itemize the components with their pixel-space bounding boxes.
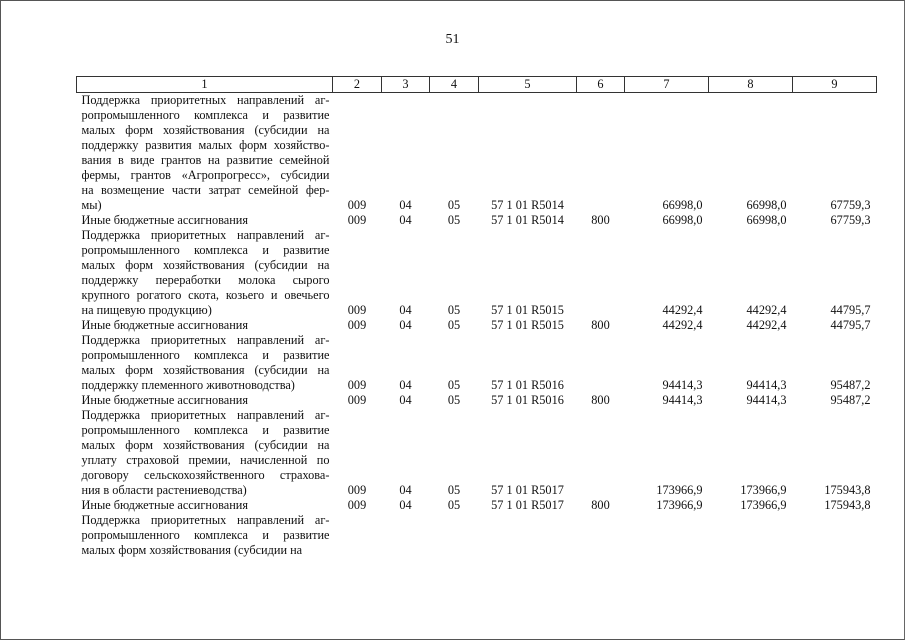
table-row: [77, 93, 877, 214]
column-header: 1: [77, 77, 333, 93]
target-article-cell: 57 1 01 R5016: [491, 378, 564, 392]
column-header: 5: [479, 77, 577, 93]
column-header: 3: [382, 77, 430, 93]
row-description: [77, 408, 333, 498]
target-article-cell: 57 1 01 R5015: [491, 303, 564, 317]
section-cell: 04: [399, 303, 412, 317]
description-line: малых форм хозяйствования (субсидии на: [81, 123, 330, 137]
admin-code-cell: [333, 513, 382, 558]
amount-cell: 175943,8: [824, 498, 871, 512]
description-line: ропромышленного комплекса и развитие: [81, 528, 330, 542]
target-article-cell: 57 1 01 R5017: [491, 483, 564, 497]
column-header: 9: [793, 77, 877, 93]
expense-type-cell: [577, 333, 625, 393]
amount-cell: 94414,3: [662, 378, 703, 392]
expense-type-cell: 800: [591, 393, 610, 407]
column-header: 2: [333, 77, 382, 93]
section-cell: 04: [399, 318, 412, 332]
table-row: [77, 228, 877, 318]
section-cell: 04: [399, 498, 412, 512]
description-line: ния в области растениеводства): [81, 483, 247, 497]
budget-table: [76, 76, 877, 558]
target-article-cell: 57 1 01 R5014: [491, 213, 564, 227]
expense-type-cell: [577, 513, 625, 558]
description-line: уплату страховой премии, начисленной по: [81, 453, 330, 467]
description-line: фермы, грантов «Агропрогресс», субсидии: [81, 168, 330, 182]
row-description: [77, 393, 333, 408]
amount-cell: [625, 513, 709, 558]
column-header: 6: [577, 77, 625, 93]
row-description: [77, 513, 333, 558]
target-article-cell: 57 1 01 R5014: [491, 198, 564, 212]
amount-cell: 66998,0: [662, 198, 703, 212]
description-line: договору сельскохозяйственного страхова-: [81, 468, 330, 482]
subsection-cell: [430, 513, 479, 558]
section-cell: 04: [399, 198, 412, 212]
description-line: малых форм хозяйствования (субсидии на: [81, 363, 330, 377]
description-line: крупного рогатого скота, козьего и овечьего: [81, 288, 330, 302]
column-header: 4: [430, 77, 479, 93]
amount-cell: 175943,8: [824, 483, 871, 497]
description-line: Поддержка приоритетных направлений аг-: [81, 228, 330, 242]
expense-type-cell: 800: [591, 318, 610, 332]
subsection-cell: 05: [447, 303, 461, 317]
subsection-cell: 05: [447, 498, 461, 512]
admin-code-cell: 009: [347, 198, 367, 212]
subsection-cell: 05: [447, 198, 461, 212]
row-description: [77, 213, 333, 228]
amount-cell: 94414,3: [662, 393, 703, 407]
table-row: [77, 393, 877, 408]
row-description: [77, 93, 333, 214]
page-number: 51: [445, 32, 460, 47]
admin-code-cell: 009: [347, 393, 367, 407]
table-row: [77, 213, 877, 228]
amount-cell: 173966,9: [740, 483, 787, 497]
subsection-cell: 05: [447, 378, 461, 392]
target-article-cell: [479, 513, 577, 558]
admin-code-cell: 009: [347, 303, 367, 317]
amount-cell: 44795,7: [830, 318, 871, 332]
expense-type-cell: [577, 228, 625, 318]
amount-cell: [793, 513, 877, 558]
admin-code-cell: 009: [347, 213, 367, 227]
section-cell: 04: [399, 393, 412, 407]
header-row: [77, 77, 877, 93]
expense-type-cell: 800: [591, 498, 610, 512]
row-description: [77, 228, 333, 318]
amount-cell: 95487,2: [830, 393, 871, 407]
amount-cell: 44795,7: [830, 303, 871, 317]
subsection-cell: 05: [447, 483, 461, 497]
description-line: поддержку развития малых форм хозяйство-: [81, 138, 330, 152]
description-line: Иные бюджетные ассигнования: [81, 213, 249, 227]
amount-cell: 66998,0: [746, 213, 787, 227]
amount-cell: 173966,9: [740, 498, 787, 512]
admin-code-cell: 009: [347, 483, 367, 497]
admin-code-cell: 009: [347, 498, 367, 512]
column-header: 7: [625, 77, 709, 93]
amount-cell: 44292,4: [662, 318, 703, 332]
expense-type-cell: 800: [591, 213, 610, 227]
amount-cell: 67759,3: [830, 213, 871, 227]
table-row: [77, 333, 877, 393]
description-line: на пищевую продукцию): [81, 303, 212, 317]
section-cell: 04: [399, 213, 412, 227]
row-description: [77, 333, 333, 393]
amount-cell: 95487,2: [830, 378, 871, 392]
section-cell: 04: [399, 378, 412, 392]
subsection-cell: 05: [447, 318, 461, 332]
target-article-cell: 57 1 01 R5016: [491, 393, 564, 407]
description-line: Поддержка приоритетных направлений аг-: [81, 513, 330, 527]
table-row: [77, 498, 877, 513]
description-line: ропромышленного комплекса и развитие: [81, 243, 330, 257]
subsection-cell: 05: [447, 213, 461, 227]
amount-cell: 44292,4: [662, 303, 703, 317]
description-line: малых форм хозяйствования (субсидии на: [81, 438, 330, 452]
subsection-cell: 05: [447, 393, 461, 407]
amount-cell: 44292,4: [746, 318, 787, 332]
description-line: вания в виде грантов на развитие семейной: [81, 153, 330, 167]
description-line: мы): [81, 198, 102, 212]
admin-code-cell: 009: [347, 318, 367, 332]
amount-cell: 66998,0: [746, 198, 787, 212]
amount-cell: 67759,3: [830, 198, 871, 212]
description-line: Поддержка приоритетных направлений аг-: [81, 408, 330, 422]
amount-cell: 94414,3: [746, 378, 787, 392]
description-line: Поддержка приоритетных направлений аг-: [81, 93, 330, 107]
section-cell: [382, 513, 430, 558]
target-article-cell: 57 1 01 R5015: [491, 318, 564, 332]
admin-code-cell: 009: [347, 378, 367, 392]
amount-cell: 173966,9: [656, 498, 703, 512]
amount-cell: 44292,4: [746, 303, 787, 317]
table-row: [77, 408, 877, 498]
description-line: малых форм хозяйствования (субсидии на: [81, 258, 330, 272]
expense-type-cell: [577, 93, 625, 214]
table-row: [77, 513, 877, 558]
row-description: [77, 498, 333, 513]
amount-cell: 173966,9: [656, 483, 703, 497]
table-body: [77, 93, 877, 559]
description-line: на возмещение части затрат семейной фер-: [81, 183, 330, 197]
description-line: поддержку переработки молока сырого: [81, 273, 330, 287]
section-cell: 04: [399, 483, 412, 497]
description-line: ропромышленного комплекса и развитие: [81, 108, 330, 122]
description-line: Иные бюджетные ассигнования: [81, 498, 249, 512]
description-line: Поддержка приоритетных направлений аг-: [81, 333, 330, 347]
description-line: Иные бюджетные ассигнования: [81, 318, 249, 332]
amount-cell: 94414,3: [746, 393, 787, 407]
description-line: малых форм хозяйствования (субсидии на: [81, 543, 303, 557]
row-description: [77, 318, 333, 333]
expense-type-cell: [577, 408, 625, 498]
description-line: ропромышленного комплекса и развитие: [81, 423, 330, 437]
description-line: поддержку племенного животноводства): [81, 378, 295, 392]
target-article-cell: 57 1 01 R5017: [491, 498, 564, 512]
column-header: 8: [709, 77, 793, 93]
table-row: [77, 318, 877, 333]
description-line: ропромышленного комплекса и развитие: [81, 348, 330, 362]
amount-cell: [709, 513, 793, 558]
amount-cell: 66998,0: [662, 213, 703, 227]
description-line: Иные бюджетные ассигнования: [81, 393, 249, 407]
